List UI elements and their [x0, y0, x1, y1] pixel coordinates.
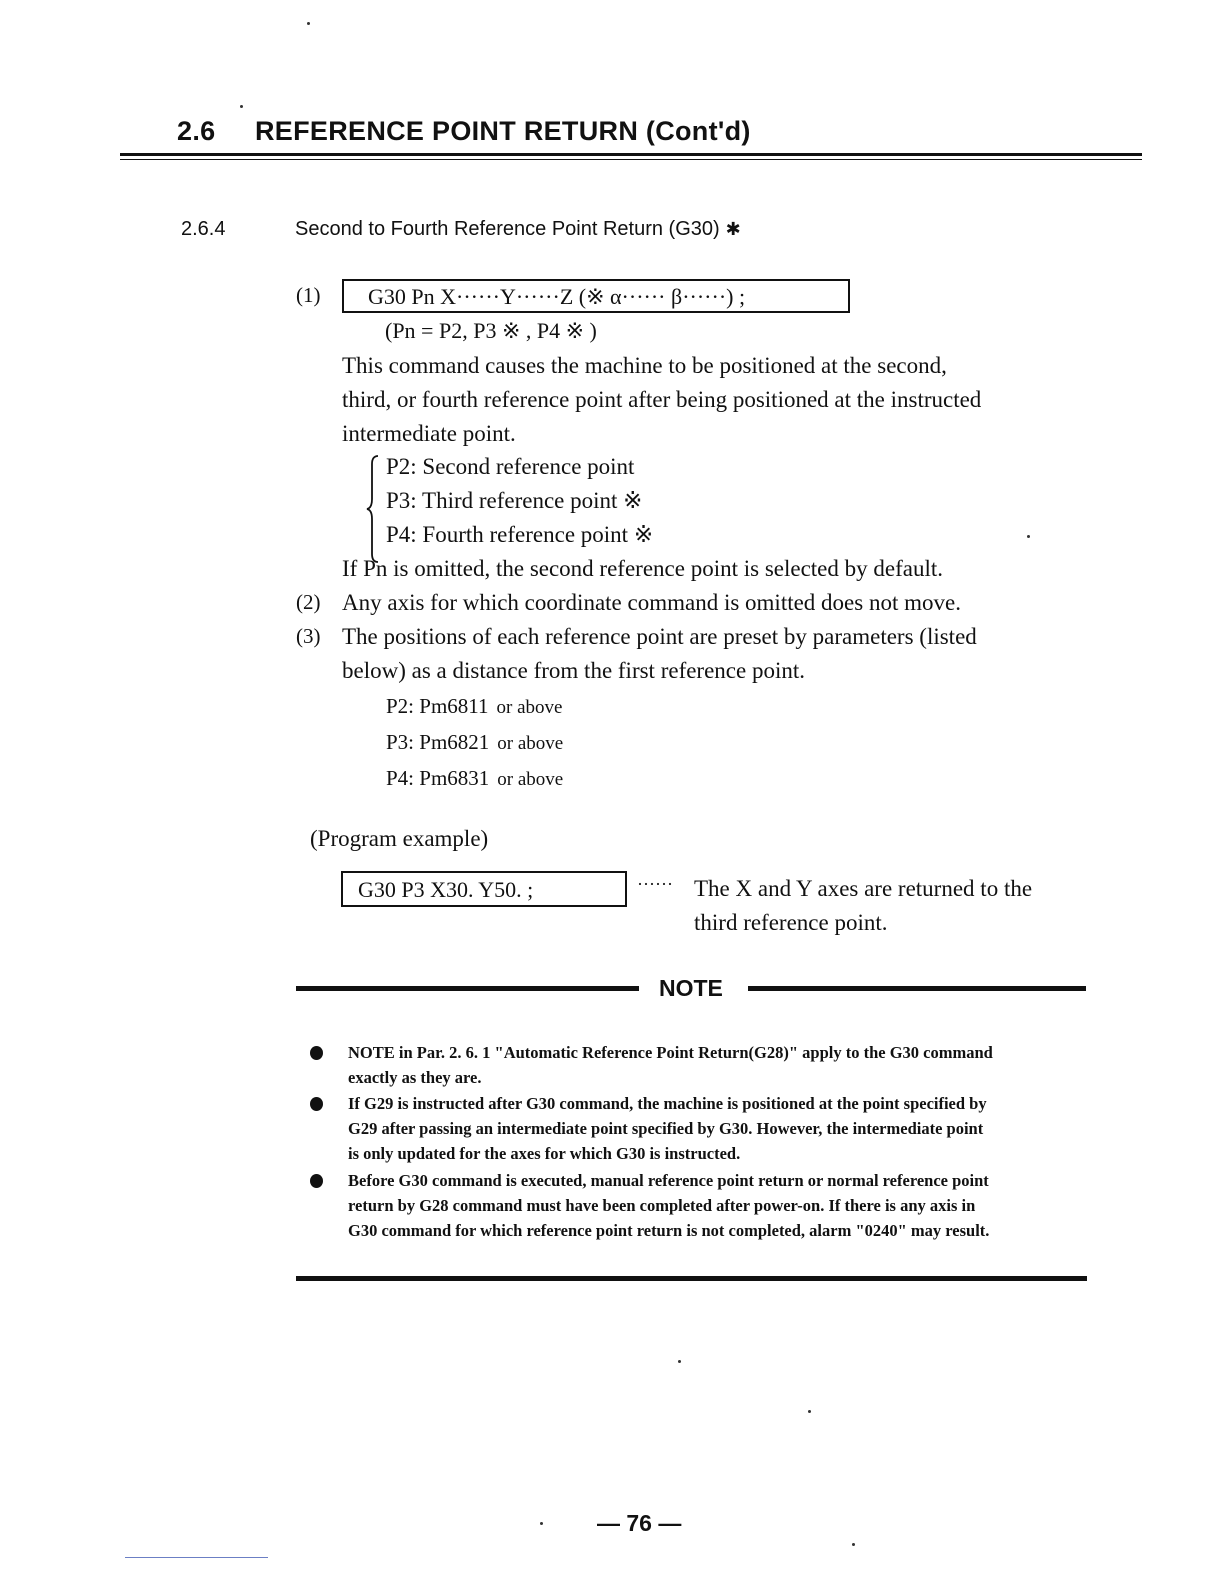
parameter-name: P2: Pm6811 [386, 694, 489, 718]
note-line: G30 command for which reference point return is not completed, alarm "0240" may result. [348, 1221, 990, 1240]
reference-point-item: P3: Third reference point ※ [386, 488, 643, 513]
parameter-row [386, 689, 563, 725]
default-note: If Pn is omitted, the second reference point is selected by default. [342, 556, 943, 581]
scan-speck [808, 1410, 811, 1413]
program-example-box: G30 P3 X30. Y50. ; [341, 871, 627, 907]
example-leader: ······ [637, 874, 673, 894]
program-example-heading: (Program example) [310, 826, 489, 851]
note-rule-bottom [296, 1276, 1087, 1281]
item-3-text [342, 620, 977, 688]
note-line: return by G28 command must have been completed after power-on. If there is any axis in [348, 1196, 976, 1215]
parameter-row [386, 725, 563, 761]
note-rule-left [296, 986, 639, 991]
note-bullet-icon [310, 1174, 323, 1188]
parameter-row [386, 761, 563, 797]
parameter-list [386, 689, 563, 797]
description-line: intermediate point. [342, 421, 516, 446]
parameter-suffix: or above [497, 733, 564, 754]
optional-feature-mark-icon: ✱ [725, 219, 741, 239]
reference-point-list [386, 450, 653, 552]
scan-speck [678, 1360, 681, 1363]
note-bullet-icon [310, 1046, 323, 1060]
left-brace-icon [366, 454, 380, 564]
item-2-label: (2) [296, 590, 321, 614]
item-3-line: below) as a distance from the first reference point. [342, 658, 805, 683]
page-number: — 76 — [597, 1510, 682, 1536]
parameter-suffix: or above [496, 697, 563, 718]
scan-speck [307, 22, 310, 25]
pn-note: (Pn = P2, P3 ※ , P4 ※ ) [385, 318, 597, 343]
description-line: This command causes the machine to be positioned at the second, [342, 353, 947, 378]
note-line: G29 after passing an intermediate point specified by G30. However, the intermediate point [348, 1119, 984, 1138]
item-1-label: (1) [296, 283, 321, 307]
command-format-box: G30 Pn X······Y······Z (※ α······ β······) ; [342, 279, 850, 313]
note-title: NOTE [659, 975, 723, 1001]
reference-point-item: P4: Fourth reference point ※ [386, 522, 654, 547]
item-1-description [342, 349, 981, 451]
scan-speck [1027, 535, 1030, 538]
subsection-number: 2.6.4 [181, 218, 226, 240]
description-line: third, or fourth reference point after being positioned at the instructed [342, 387, 982, 412]
note-item [348, 1040, 1093, 1090]
subsection-heading [295, 218, 741, 241]
item-3-line: The positions of each reference point are preset by parameters (listed [342, 624, 977, 649]
note-item [348, 1168, 1093, 1243]
note-line: exactly as they are. [348, 1068, 482, 1087]
note-line: NOTE in Par. 2. 6. 1 "Automatic Reference Point Return(G28)" apply to the G30 command [348, 1043, 993, 1062]
note-line: Before G30 command is executed, manual reference point return or normal reference point [348, 1171, 989, 1190]
scan-speck [540, 1522, 543, 1525]
note-line: If G29 is instructed after G30 command, the machine is positioned at the point specified by [348, 1094, 987, 1113]
section-heading [177, 116, 751, 147]
header-rule-bottom [120, 159, 1142, 160]
footer-rule [125, 1557, 268, 1558]
note-bullet-icon [310, 1097, 323, 1111]
subsection-title: Second to Fourth Reference Point Return (G30) [295, 218, 720, 240]
example-description-line: third reference point. [694, 910, 888, 935]
note-line: is only updated for the axes for which G30 is instructed. [348, 1144, 741, 1163]
item-3-label: (3) [296, 624, 321, 648]
note-rule-right [748, 986, 1086, 991]
reference-point-item: P2: Second reference point [386, 454, 635, 479]
scan-speck [240, 105, 243, 108]
example-description [694, 872, 1032, 940]
parameter-suffix: or above [497, 769, 564, 790]
parameter-name: P3: Pm6821 [386, 730, 490, 754]
item-2-text: Any axis for which coordinate command is omitted does not move. [342, 590, 961, 615]
scan-speck [852, 1543, 855, 1546]
header-rule-top [120, 153, 1142, 156]
example-description-line: The X and Y axes are returned to the [694, 876, 1033, 901]
section-title: REFERENCE POINT RETURN (Cont'd) [255, 116, 751, 146]
parameter-name: P4: Pm6831 [386, 766, 490, 790]
note-item [348, 1091, 1093, 1166]
section-number: 2.6 [177, 116, 216, 146]
